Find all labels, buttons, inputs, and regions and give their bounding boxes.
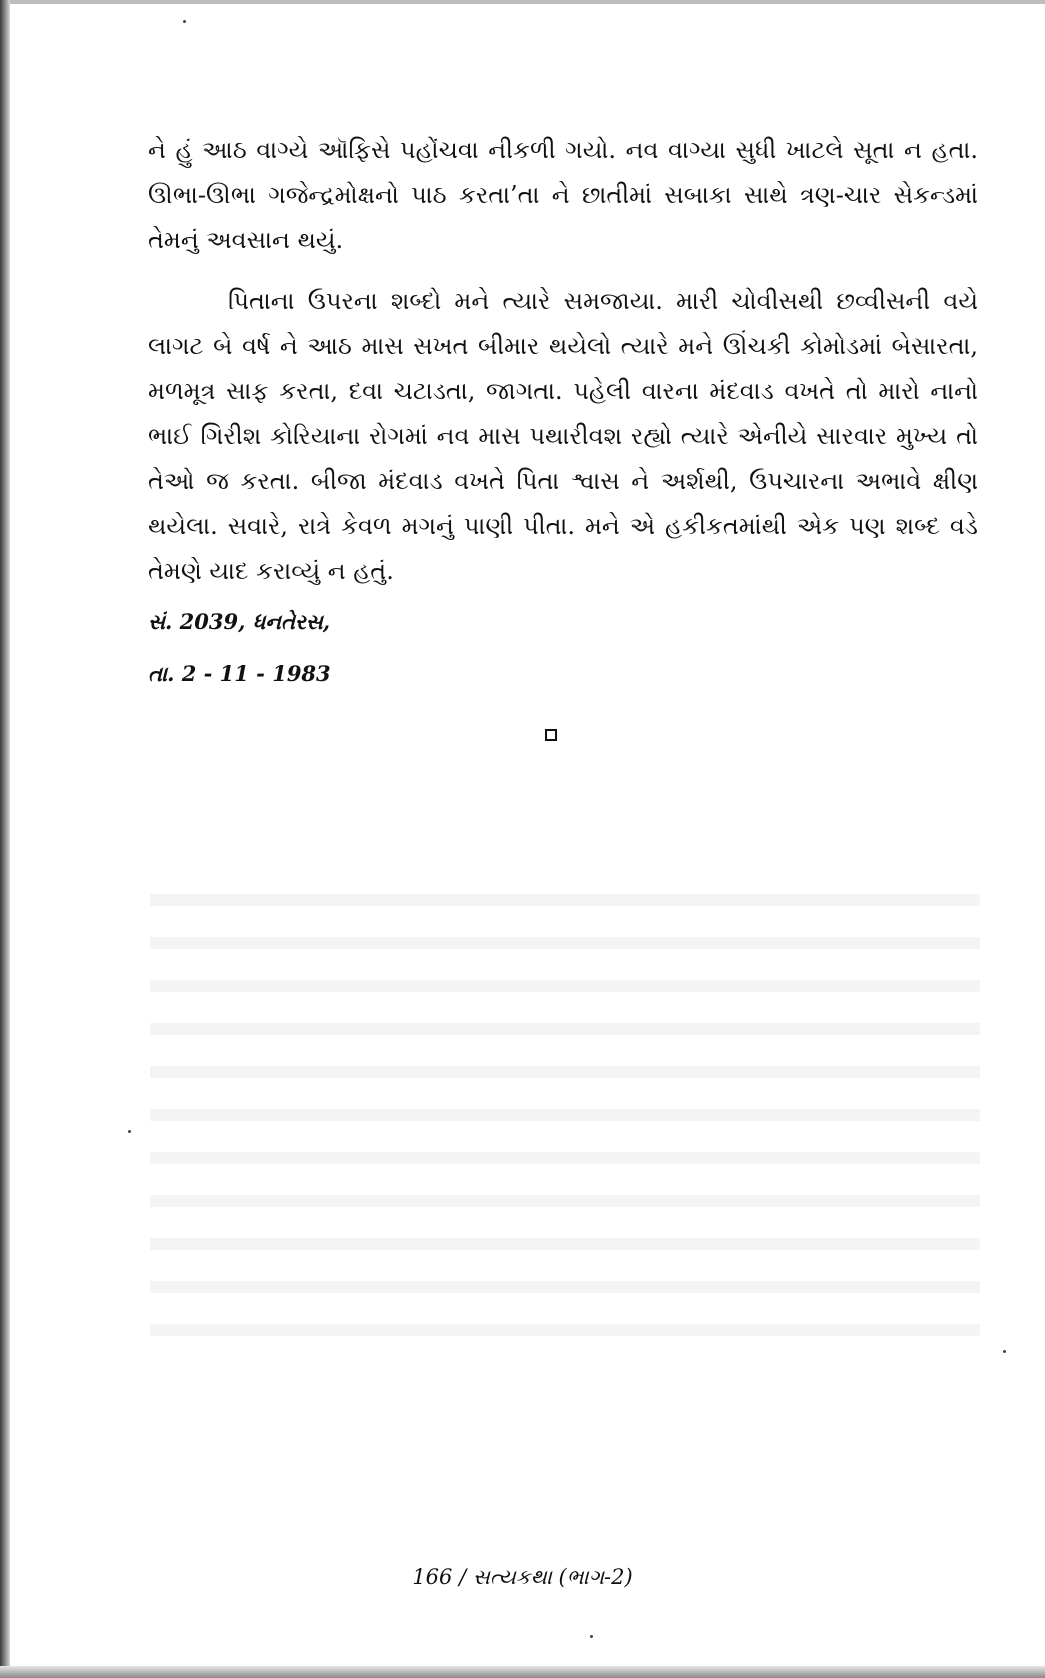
- end-of-chapter-mark: [545, 729, 557, 741]
- scan-speck: [1003, 1350, 1006, 1353]
- scan-speck: [590, 1635, 593, 1638]
- date-samvat: સં. 2039, ધનતેરસ,: [148, 609, 331, 634]
- page-footer: 166 / સત્યકથા (ભાગ-2): [412, 1565, 633, 1589]
- date-gregorian: તા. 2 - 11 - 1983: [148, 661, 331, 686]
- scan-speck: [128, 1130, 131, 1133]
- scan-speck: [183, 20, 186, 23]
- scan-edge-bottom: [0, 1666, 1045, 1678]
- scan-edge-top: [0, 0, 1045, 4]
- paragraph-2: પિતાના ઉપરના શબ્દો મને ત્યારે સમજાયા. મારી ચોવીસથી છવ્વીસની વયે લાગટ બે વર્ષ ને આઠ માસ સખત બીમાર થયેલો ત્યારે મને ઊંચકી કોમોડમાં બેસારતા, મળમૂત્ર સાફ કરતા, દવા ચટાડતા, જાગતા. પહેલી વારના મંદવાડ વખતે તો મારો નાનો ભાઈ ગિરીશ કોરિયાના રોગમાં નવ માસ પથારીવશ રહ્યો ત્યારે એનીયે સારવાર મુખ્ય તો તેઓ જ કરતા. બીજા મંદવાડ વખતે પિતા શ્વાસ ને અર્શથી, ઉપચારના અભાવે ક્ષીણ થયેલા. સવારે, રાત્રે કેવળ મગનું પાણી પીતા. મને એ હકીકતમાંથી એક પણ શબ્દ વડે તેમણે યાદ કરાવ્યું ન હતું.: [148, 287, 978, 585]
- page-body: [148, 128, 978, 696]
- paragraph-1: ને હું આઠ વાગ્યે ઑફિસે પહોંચવા નીકળી ગયો. નવ વાગ્યા સુધી ખાટલે સૂતા ન હતા. ઊભા-ઊભા ગજેન્દ્રમોક્ષનો પાઠ કરતા’તા ને છાતીમાં સબાકા સાથે ત્રણ-ચાર સેકન્ડમાં તેમનું અવસાન થયું.: [148, 136, 978, 254]
- bleed-through-text: [150, 880, 980, 1360]
- scan-edge-left: [0, 0, 10, 1678]
